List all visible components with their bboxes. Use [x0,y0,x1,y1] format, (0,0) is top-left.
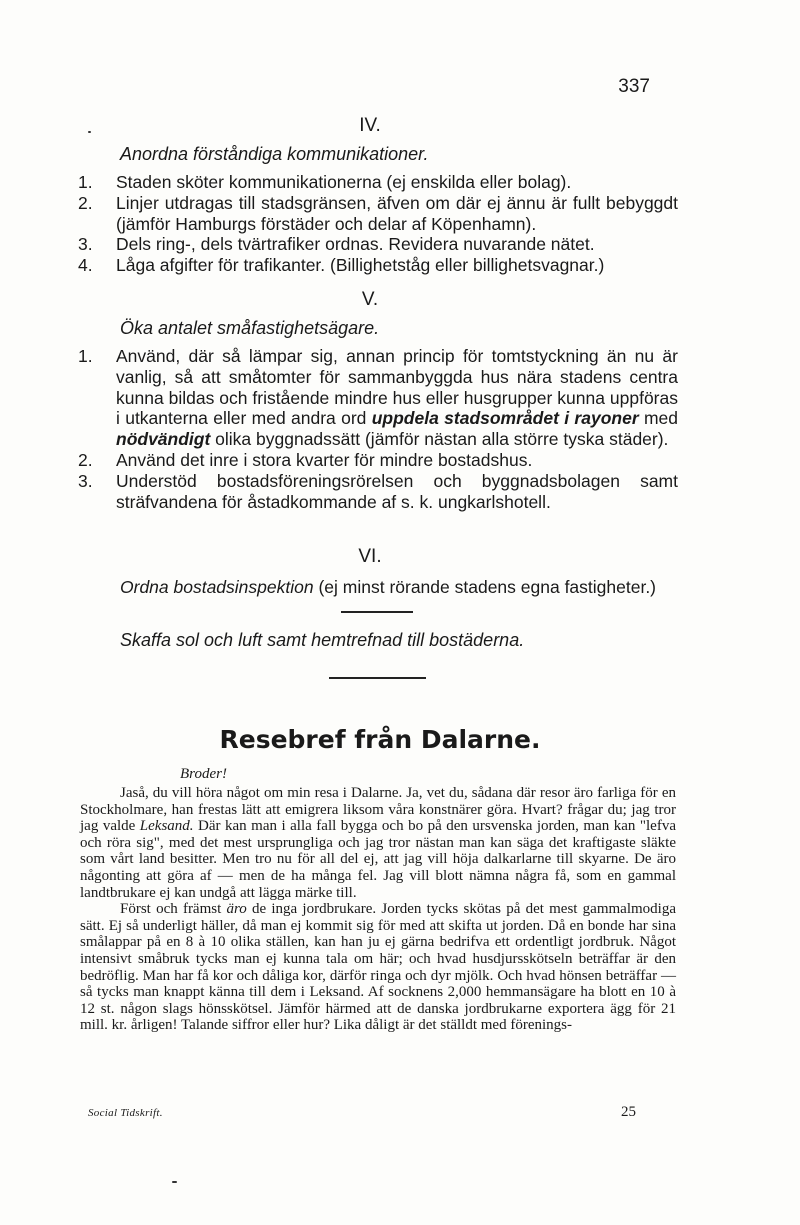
item-number: 1. [78,346,93,366]
emphasis: Leksand. [139,818,194,835]
list-item [78,450,678,471]
list-item [78,255,678,276]
list-item [78,471,678,513]
emphasis: äro [226,901,247,918]
speck-mark [172,1181,177,1183]
paragraph: Jaså, du vill höra något om min resa i Dalarne. Ja, vet du, sådana där resor äro farliga för en Stockholmare, han frestas lätt att emigrera liksom våra konstnärer göra. Hvart? frågar du; jag tror jag valde Leksand. Där kan man i alla fall bygga och bo på den ursvenska jorden, man kan "lefva och röra sig", med det mest ursprungliga och jag tror nästan man kan säga det kraftigaste släkte som vårt land besitter. Men tro nu för all del ej, att jag vill höja dalkarlarne till skyarne. De äro någonting att göra af — men de ha många fel. Jag vill blott nämna några få, som en gammal landtbrukare ej kan undgå att lägga märke till. [80,785,676,901]
page-number: 337 [618,76,650,97]
section-vi-numeral: VI. [358,546,382,567]
item-text: Använd, där så lämpar sig, annan princip för tomtstyckning än nu är vanlig, så att småtomter för sammanbyggda hus nära stadens centra kunna bildas och fristående mindre hus eller husgrupper kunna uppföras i utkanterna eller med andra ord uppdela stadsområdet i rayoner med nödvändigt olika byggnadssätt (jämför nästan alla större tyska städer). [116,346,679,450]
emphasis: nödvändigt [116,429,211,450]
section-iv-numeral: IV. [359,115,381,136]
salutation: Broder! [180,766,227,782]
item-text: Dels ring-, dels tvärtrafiker ordnas. Revidera nuvarande nätet. [116,234,595,255]
list-item [78,234,678,255]
paragraph: Först och främst äro de inga jordbrukare. Jorden tycks skötas på det mest gammalmodiga sätt. Ej så underligt häller, då man ej kommit sig för med att skifta ut jorden. Då en bonde har sina smålappar på en 8 à 10 olika ställen, kan han ju ej gärna bedrifva ett ordentligt jordbruk. Något intensivt småbruk tycks man ej kunna tala om här; och hvad husdjursskötseln beträffar är den bedröflig. Man har få kor och dåliga kor, därför ringa och dyr mjölk. Och hvad hönsen beträffar — så tycks man knappt känna till dem i Leksand. Af socknens 2,000 hemmansägare ha blott en 10 à 12 st. någon slags hönsskötsel. Jämför härmed att de danska jordbrukarne exportera ägg för 21 mill. kr. årligen! Talande siffror eller hur? Lika dåligt är det ställdt med förenings- [80,901,676,1034]
section-v-heading: Öka antalet småfastighetsägare. [120,318,380,338]
section-iv-list [78,172,678,276]
item-text: Staden sköter kommunikationerna (ej enskilda eller bolag). [116,172,572,192]
emphasis: uppdela stadsområdet i rayoner [371,408,639,429]
item-number: 2. [78,449,93,470]
item-number: 2. [78,192,93,213]
section-vi-heading-rest: (ej minst rörande stadens egna fastigheter.) [313,577,657,597]
signature-mark: 25 [621,1104,636,1120]
short-divider [341,611,413,613]
item-text: Låga afgifter för trafikanter. (Billighetståg eller billighetsvagnar.) [116,255,605,276]
list-item [78,172,678,193]
item-text: Linjer utdragas till stadsgränsen, äfven om där ej ännu är fullt bebyggdt (jämför Hamburgs förstäder och delar af Köpenhamn). [116,192,678,234]
closing-statement: Skaffa sol och luft samt hemtrefnad till bostäderna. [120,630,525,650]
article-title: Resebref från Dalarne. [219,725,541,754]
item-text: Använd det inre i stora kvarter för mindre bostadshus. [116,449,533,470]
section-divider [329,677,426,679]
list-item [78,193,678,235]
journal-name: Social Tidskrift. [88,1107,163,1119]
section-v-numeral: V. [361,289,379,310]
item-number: 4. [78,255,93,276]
item-number: 3. [78,470,93,491]
section-v-list [78,346,678,512]
section-vi-heading: Ordna bostadsinspektion [120,577,314,597]
item-number: 1. [78,172,93,192]
section-iv-heading: Anordna förståndiga kommunikationer. [120,144,429,164]
article-body [80,785,676,1034]
item-text: Understöd bostadsföreningsrörelsen och byggnadsbolagen samt sträfvandena för åstadkommande af s. k. ungkarlshotell. [116,470,678,512]
item-number: 3. [78,234,93,255]
list-item [78,346,678,450]
section-vi-heading-line [120,577,680,598]
